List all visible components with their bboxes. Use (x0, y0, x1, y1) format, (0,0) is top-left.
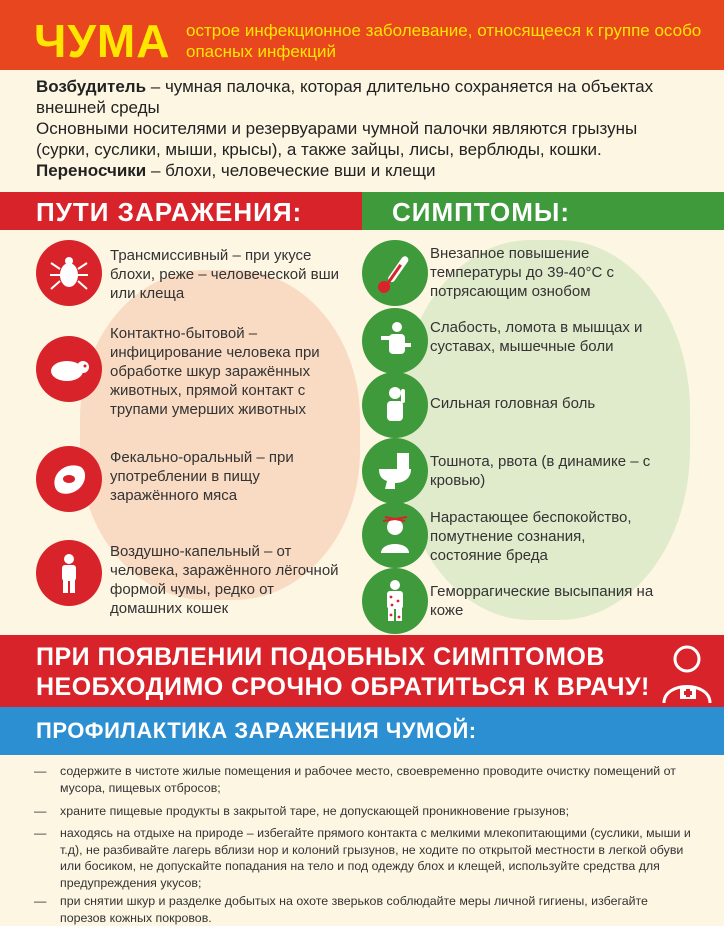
transmission-text-4: Воздушно-капельный – от человека, заражённого лёгочной формой чумы, редко от домашних кошек (110, 543, 339, 617)
warning-line-2: НЕОБХОДИМО СРОЧНО ОБРАТИТЬСЯ К ВРАЧУ! (36, 673, 650, 701)
warning-line-1: ПРИ ПОЯВЛЕНИИ ПОДОБНЫХ СИМПТОМОВ (36, 643, 605, 671)
symptom-text-6: Геморрагические высыпания на коже (430, 583, 654, 619)
list-item (34, 763, 696, 796)
anxiety-icon (362, 502, 428, 568)
transmission-header (0, 192, 362, 230)
toilet-icon (362, 438, 428, 504)
person-icon (36, 540, 102, 606)
meat-icon (36, 446, 102, 512)
prevention-item-3: находясь на отдыхе на природе – избегайте прямого контакта с мелкими млекопитающими (суслики, мыши и т.д), не разбивайте лагерь вблизи нор и колоний грызунов, не ходите по открытой местности в легкой обуви или босиком, не допускайте попадания на тело и под одежду блох и клещей, используйте средства для предупреждения укусов; (60, 826, 691, 890)
pathogen-text: – чумная палочка, которая длительно сохраняется на объектах внешней среды (36, 77, 654, 117)
weakness-icon (362, 308, 428, 374)
intro-text (0, 70, 724, 188)
list-item (34, 893, 696, 926)
symptoms-header (362, 192, 724, 230)
prevention-item-1: содержите в чистоте жилые помещения и рабочее место, своевременно проводите очистку помещений от мусора, пищевых отбросов; (60, 764, 676, 795)
prevention-item-2: храните пищевые продукты в закрытой таре, не допускающей проникновение грызунов; (60, 804, 570, 818)
prevention-item-4: при снятии шкур и разделке добытых на охоте зверьков соблюдайте меры личной гигиены, избегайте порезов кожных покровов. (60, 894, 648, 925)
doctor-icon (652, 637, 722, 707)
list-item (34, 825, 696, 891)
prevention-header (0, 707, 724, 755)
vectors-label: Переносчики (36, 161, 147, 180)
page-subtitle: острое инфекционное заболевание, относящееся к группе особо опасных инфекций (186, 21, 702, 61)
flea-icon (36, 240, 102, 306)
symptom-text-3: Сильная головная боль (430, 395, 596, 412)
transmission-title: ПУТИ ЗАРАЖЕНИЯ: (36, 197, 303, 227)
thermometer-icon (362, 240, 428, 306)
list-dash: — (34, 764, 47, 778)
pathogen-label: Возбудитель (36, 77, 147, 96)
rash-icon (362, 568, 428, 634)
list-dash: — (34, 826, 47, 840)
pathogen-paragraph (36, 76, 688, 118)
carriers-paragraph: Основными носителями и резервуарами чумной палочки являются грызуны (сурки, суслики, мыши, крысы), а также зайцы, лисы, верблюды, кошки. (36, 119, 638, 159)
vectors-text: – блохи, человеческие вши и клещи (146, 161, 436, 180)
transmission-text-3: Фекально-оральный – при употреблении в пищу заражённого мяса (110, 449, 294, 504)
symptom-text-1: Внезапное повышение температуры до 39-40°С с потрясающим ознобом (430, 245, 614, 300)
header-banner (0, 0, 724, 70)
symptoms-title: СИМПТОМЫ: (392, 197, 571, 227)
animal-hide-icon (36, 336, 102, 402)
list-item (34, 803, 696, 820)
page-title: ЧУМА (34, 15, 171, 67)
prevention-list (0, 755, 724, 926)
symptom-text-5: Нарастающее беспокойство, помутнение сознания, состояние бреда (430, 509, 632, 564)
symptom-text-4: Тошнота, рвота (в динамике – с кровью) (430, 453, 651, 489)
info-body (0, 230, 724, 635)
transmission-text-1: Трансмиссивный – при укусе блохи, реже – человеческой вши или клеща (110, 247, 340, 302)
vectors-paragraph (36, 160, 688, 181)
warning-banner (0, 635, 724, 707)
symptom-text-2: Слабость, ломота в мышцах и суставах, мышечные боли (430, 319, 643, 355)
transmission-text-2: Контактно-бытовой – инфицирование человека при обработке шкур заражённых животных, прямой контакт с трупами умерших животных (110, 325, 320, 418)
headache-icon (362, 372, 428, 438)
list-dash: — (34, 894, 47, 908)
prevention-title: ПРОФИЛАКТИКА ЗАРАЖЕНИЯ ЧУМОЙ: (36, 718, 477, 743)
list-dash: — (34, 804, 47, 818)
